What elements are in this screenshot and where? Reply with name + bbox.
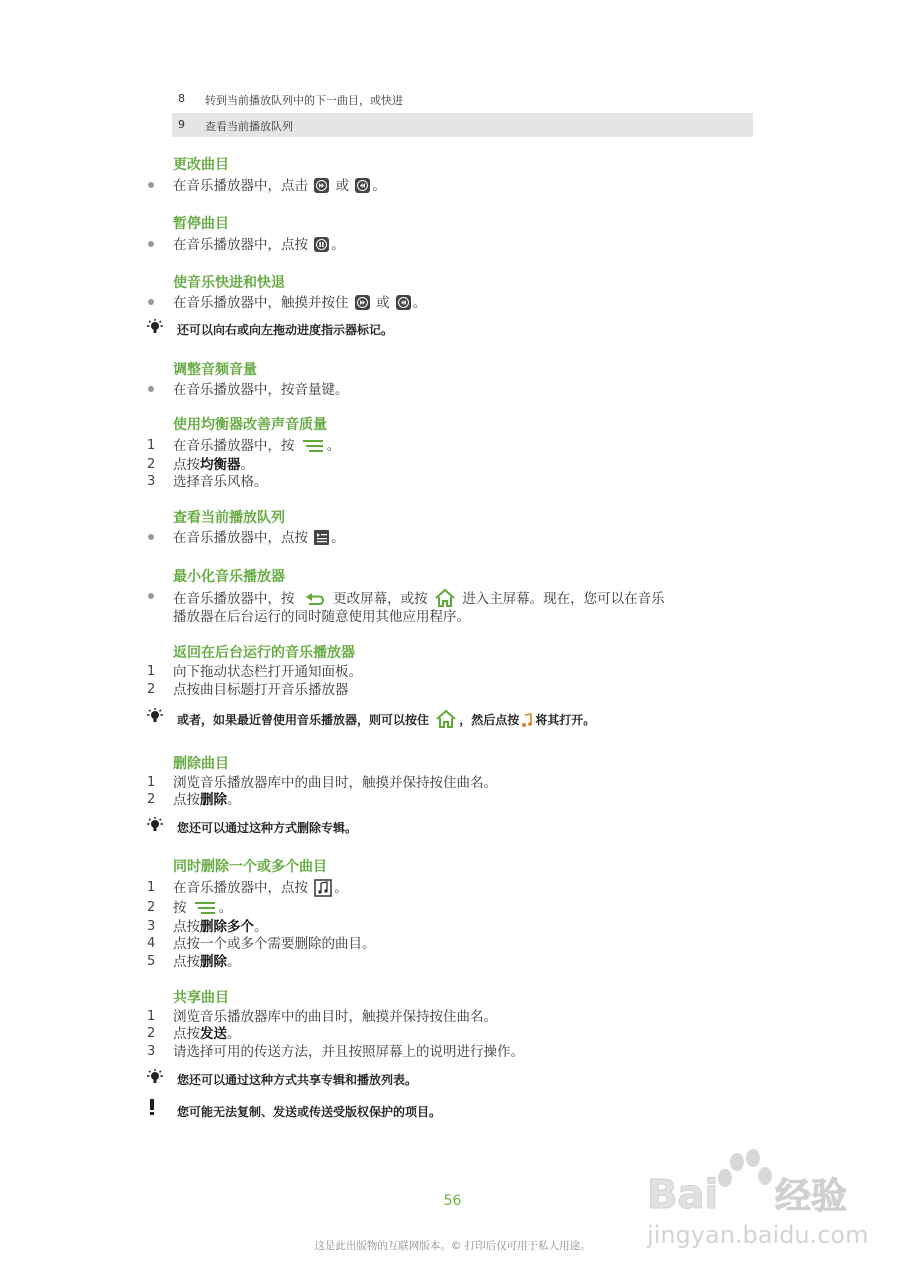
instruction-line: 在音乐播放器中，点按 。 bbox=[173, 530, 345, 546]
step-text: 点按一个或多个需要删除的曲目。 bbox=[173, 936, 376, 952]
row-text: 查看当前播放队列 bbox=[205, 120, 293, 133]
step-number: 5 bbox=[147, 954, 156, 969]
bullet bbox=[148, 241, 154, 247]
music-note-icon bbox=[521, 713, 533, 729]
step-number: 2 bbox=[147, 1026, 156, 1041]
home-icon bbox=[434, 588, 456, 608]
row-text: 转到当前播放队列中的下一曲目，或快进 bbox=[205, 94, 403, 107]
step-text: 点按删除。 bbox=[173, 792, 241, 808]
step-text: 请选择可用的传送方法，并且按照屏幕上的说明进行操作。 bbox=[173, 1044, 524, 1060]
svg-text:jingyan.baidu.com: jingyan.baidu.com bbox=[647, 1221, 869, 1249]
step-text: 浏览音乐播放器库中的曲目时，触摸并保持按住曲名。 bbox=[173, 775, 497, 791]
step-number: 4 bbox=[147, 936, 156, 951]
bullet bbox=[148, 182, 154, 188]
section-heading: 调整音频音量 bbox=[173, 362, 257, 378]
home-icon bbox=[435, 709, 457, 729]
tip-text: 或者，如果最近曾使用音乐播放器，则可以按住 ，然后点按 将其打开。 bbox=[177, 709, 595, 729]
row-number: 8 bbox=[178, 92, 185, 105]
bullet bbox=[148, 534, 154, 540]
section-heading: 更改曲目 bbox=[173, 157, 229, 173]
step-text: 向下拖动状态栏打开通知面板。 bbox=[173, 664, 362, 680]
tip-text: 您还可以通过这种方式删除专辑。 bbox=[177, 821, 358, 835]
step-number: 3 bbox=[147, 474, 156, 489]
instruction-line: 在音乐播放器中，点按 。 bbox=[173, 237, 345, 253]
step-text: 选择音乐风格。 bbox=[173, 474, 268, 490]
lightbulb-tip-icon bbox=[145, 817, 165, 833]
step-text: 在音乐播放器中，点按 。 bbox=[173, 880, 348, 896]
step-text: 点按曲目标题打开音乐播放器 bbox=[173, 682, 349, 698]
step-number: 3 bbox=[147, 919, 156, 934]
step-number: 1 bbox=[147, 880, 156, 895]
warning-text: 您可能无法复制、发送或传送受版权保护的项目。 bbox=[177, 1105, 442, 1119]
step-number: 1 bbox=[147, 664, 156, 679]
rewind-icon bbox=[396, 295, 411, 310]
step-number: 1 bbox=[147, 438, 156, 453]
lightbulb-tip-icon bbox=[145, 1069, 165, 1085]
step-text: 点按发送。 bbox=[173, 1026, 241, 1042]
next-track-icon bbox=[314, 178, 329, 193]
menu-icon bbox=[301, 438, 325, 454]
bullet bbox=[148, 299, 154, 305]
bullet bbox=[148, 386, 154, 392]
step-text: 点按删除。 bbox=[173, 954, 241, 970]
step-number: 2 bbox=[147, 457, 156, 472]
section-heading: 同时删除一个或多个曲目 bbox=[173, 859, 327, 875]
lightbulb-tip-icon bbox=[145, 319, 165, 335]
instruction-line: 在音乐播放器中，触摸并按住 或 。 bbox=[173, 295, 427, 311]
instruction-line: 播放器在后台运行的同时随意使用其他应用程序。 bbox=[173, 609, 470, 625]
step-number: 2 bbox=[147, 792, 156, 807]
step-text: 在音乐播放器中，按 。 bbox=[173, 438, 341, 454]
step-number: 1 bbox=[147, 1009, 156, 1024]
step-number: 2 bbox=[147, 900, 156, 915]
section-heading: 暂停曲目 bbox=[173, 216, 229, 232]
menu-icon bbox=[193, 900, 217, 916]
svg-text:经验: 经验 bbox=[775, 1176, 848, 1217]
step-text: 点按删除多个。 bbox=[173, 919, 268, 935]
fast-forward-icon bbox=[355, 295, 370, 310]
lightbulb-tip-icon bbox=[145, 708, 165, 724]
svg-text:Bai: Bai bbox=[647, 1172, 719, 1218]
warning-icon bbox=[148, 1098, 156, 1116]
step-number: 1 bbox=[147, 775, 156, 790]
tip-text: 您还可以通过这种方式共享专辑和播放列表。 bbox=[177, 1073, 418, 1087]
bullet bbox=[148, 593, 154, 599]
step-number: 3 bbox=[147, 1044, 156, 1059]
music-library-icon bbox=[314, 879, 332, 897]
instruction-line: 在音乐播放器中，点击 或 。 bbox=[173, 178, 386, 194]
section-heading: 共享曲目 bbox=[173, 990, 229, 1006]
step-text: 按 。 bbox=[173, 900, 233, 916]
section-heading: 返回在后台运行的音乐播放器 bbox=[173, 645, 355, 661]
row-number: 9 bbox=[178, 118, 185, 131]
section-heading: 最小化音乐播放器 bbox=[173, 569, 285, 585]
step-number: 2 bbox=[147, 682, 156, 697]
step-text: 点按均衡器。 bbox=[173, 457, 254, 473]
instruction-line: 在音乐播放器中，按 更改屏幕，或按 进入主屏幕。现在，您可以在音乐 bbox=[173, 588, 665, 608]
section-heading: 使音乐快进和快退 bbox=[173, 275, 285, 291]
instruction-line: 在音乐播放器中，按音量键。 bbox=[173, 382, 349, 398]
section-heading: 使用均衡器改善声音质量 bbox=[173, 417, 327, 433]
back-icon bbox=[301, 590, 327, 608]
playlist-queue-icon bbox=[314, 530, 329, 545]
section-heading: 查看当前播放队列 bbox=[173, 510, 285, 526]
page-number: 56 bbox=[443, 1193, 462, 1209]
footer-note: 这是此出版物的互联网版本。© 打印后仅可用于私人用途。 bbox=[314, 1240, 591, 1252]
pause-icon bbox=[314, 237, 329, 252]
section-heading: 删除曲目 bbox=[173, 756, 229, 772]
table-row bbox=[172, 87, 753, 111]
previous-track-icon bbox=[355, 178, 370, 193]
step-text: 浏览音乐播放器库中的曲目时，触摸并保持按住曲名。 bbox=[173, 1009, 497, 1025]
tip-text: 还可以向右或向左拖动进度指示器标记。 bbox=[177, 323, 394, 337]
table-row bbox=[172, 113, 753, 137]
